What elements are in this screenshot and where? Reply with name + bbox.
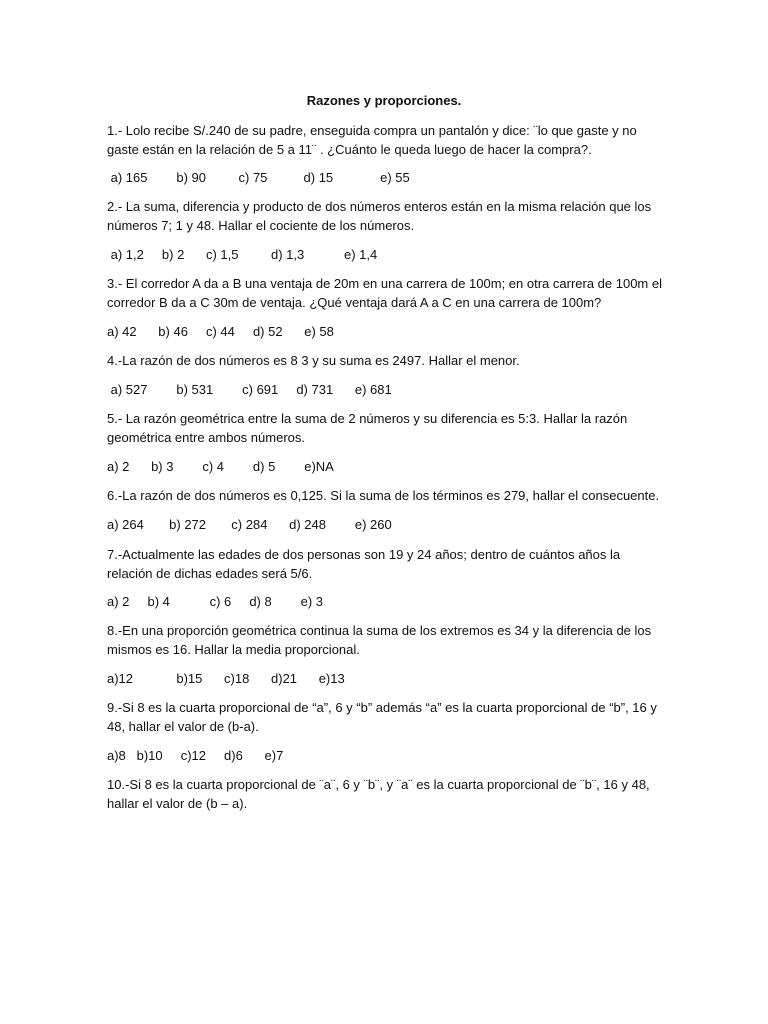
question-2: 2.- La suma, diferencia y producto de dos números enteros están en la misma relación que los números 7; 1 y 48. Hallar el cociente de los números. bbox=[107, 199, 652, 233]
question-8: 8.-En una proporción geométrica continua la suma de los extremos es 34 y la diferencia de los mismos es 16. Hallar la media proporcional. bbox=[107, 623, 652, 657]
question-4: 4.-La razón de dos números es 8 3 y su suma es 2497. Hallar el menor. bbox=[107, 353, 520, 368]
question-7: 7.-Actualmente las edades de dos personas son 19 y 24 años; dentro de cuántos años la relación de dichas edades será 5/6. bbox=[107, 547, 621, 581]
options-1: a) 165 b) 90 c) 75 d) 15 e) 55 bbox=[107, 170, 410, 185]
question-5: 5.- La razón geométrica entre la suma de 2 números y su diferencia es 5:3. Hallar la razón geométrica entre ambos números. bbox=[107, 411, 628, 445]
options-2: a) 1,2 b) 2 c) 1,5 d) 1,3 e) 1,4 bbox=[107, 247, 378, 262]
options-4: a) 527 b) 531 c) 691 d) 731 e) 681 bbox=[107, 382, 392, 397]
options-5: a) 2 b) 3 c) 4 d) 5 e)NA bbox=[107, 459, 334, 474]
options-8: a)12 b)15 c)18 d)21 e)13 bbox=[107, 671, 345, 686]
options-3: a) 42 b) 46 c) 44 d) 52 e) 58 bbox=[107, 324, 334, 339]
question-10: 10.-Si 8 es la cuarta proporcional de ¨a¨, 6 y ¨b¨, y ¨a¨ es la cuarta proporcional de ¨b¨, 16 y 48, hallar el valor de (b – a). bbox=[107, 777, 650, 811]
question-6: 6.-La razón de dos números es 0,125. Si la suma de los términos es 279, hallar el consecuente. bbox=[107, 488, 660, 503]
question-3: 3.- El corredor A da a B una ventaja de 20m en una carrera de 100m; en otra carrera de 100m el corredor B da a C 30m de ventaja. ¿Qué ventaja dará A a C en una carrera de 100m? bbox=[107, 276, 662, 310]
options-9: a)8 b)10 c)12 d)6 e)7 bbox=[107, 748, 284, 763]
question-1: 1.- Lolo recibe S/.240 de su padre, enseguida compra un pantalón y dice: ¨lo que gaste y no gaste están en la relación de 5 a 11¨ . ¿Cuánto le queda luego de hacer la compra?. bbox=[107, 123, 637, 157]
question-9: 9.-Si 8 es la cuarta proporcional de “a”, 6 y “b” además “a” es la cuarta proporcional de “b”, 16 y 48, hallar el valor de (b-a). bbox=[107, 700, 657, 734]
document-title: Razones y proporciones. bbox=[306, 93, 462, 108]
options-6: a) 264 b) 272 c) 284 d) 248 e) 260 bbox=[107, 517, 392, 532]
options-7: a) 2 b) 4 c) 6 d) 8 e) 3 bbox=[107, 594, 324, 609]
